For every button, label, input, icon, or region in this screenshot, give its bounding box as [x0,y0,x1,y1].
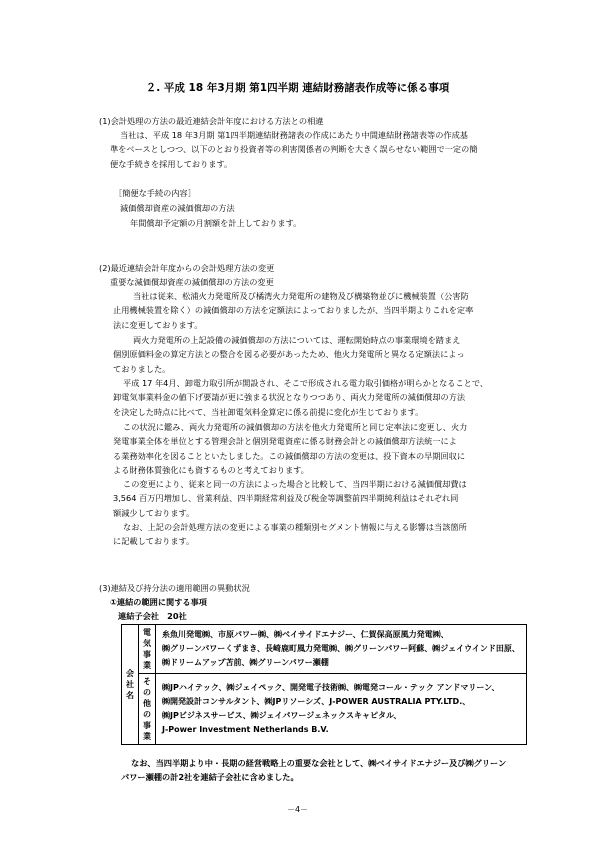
company-line: 糸魚川発電㈱、市原パワー㈱、㈱ベイサイドエナジー、仁賀保高原風力発電㈱、 [162,630,449,639]
section2-subheading: 重要な減価償却資産の減価償却の方法の変更 [110,277,274,287]
section3-subheading: ①連結の範囲に関する事項 [110,597,207,607]
text-line: 止用機械装置を除く）の減価償却の方法を定額法によっておりましたが、当四半期よりこれを定率 [113,305,474,316]
section2-paragraph-5 [113,477,533,520]
label-char: そ [143,677,151,686]
other-business-companies [156,674,527,745]
text-line: 卸電気事業料金の値下げ要請が更に強まる状況となりつつあり、両火力発電所の減価償却の方法 [113,392,466,403]
category-electric-power [139,625,156,674]
company-line: ㈱JPビジネスサービス、㈱ジェイパワージェネックスキャピタル、 [162,711,402,720]
text-line: なお、当四半期より中・長期の経営戦略上の重要な会社として、㈱ベイサイドエナジー及び㈱グリーン [131,758,507,768]
label-char: 名 [126,691,134,700]
section3-note [121,756,541,785]
text-line: 準をベースとしつつ、以下のとおり投資者等の利害関係者の判断を大きく誤らせない範囲で一定の簡 [110,144,478,155]
label-char: 電 [143,628,151,637]
text-line: 両火力発電所の上記設備の減価償却の方法については、運転開始時点の事業環境を踏まえ [133,335,461,345]
subsidiary-count: 連結子会社 20社 [118,611,187,621]
text-line: 個別原価料金の算定方法との整合を図る必要があったため、他火力発電所と異なる定額法によっ [113,349,465,360]
label-char: の [143,688,151,697]
label-char: 事 [143,650,151,659]
category-other-business [139,674,156,745]
section2-paragraph-6 [113,520,533,549]
section3-heading: (3)連結及び持分法の適用範囲の異動状況 [99,583,250,593]
company-line: ㈱開発設計コンサルタント、㈱JPリソーシズ、J-POWER AUSTRALIA PTY.LTD.、 [162,697,471,706]
subsidiary-table [121,624,527,745]
text-line: ておりました。 [113,363,171,374]
text-line: 当社は従来、松浦火力発電所及び橘湾火力発電所の建物及び構築物並びに機械装置（公害防 [133,291,469,301]
text-line: この変更により、従来と同一の方法によった場合と比較して、当四半期における減価償却費は [123,479,467,489]
label-char: 事 [143,721,151,730]
label-char: 気 [143,639,151,648]
text-line: 3,564 百万円増加し、営業利益、四半期経常利益及び税金等調整前四半期純利益はそれぞれ同 [113,493,459,504]
text-line: 平成 17 年4月、卸電力取引所が開設され、そこで形成される電力取引価格が明らかとなることで、 [123,378,489,388]
section1-heading: (1)会計処理の方法の最近連結会計年度における方法との相違 [99,116,324,126]
section2-heading: (2)最近連結会計年度からの会計処理方法の変更 [99,263,275,273]
text-line: 当社は、平成 18 年3月期 第1四半期連結財務諸表の作成にあたり中間連結財務諸表等の作成基 [120,130,468,140]
text-line: 額減少しております。 [113,507,195,518]
text-line: パワー瀬棚の計2社を連結子会社に含めました。 [121,772,299,783]
text-line: を決定した時点に比べて、当社卸電気料金算定に係る前提に変化が生じております。 [113,406,424,417]
electric-power-companies [156,625,527,674]
company-line: J-Power Investment Netherlands B.V. [162,725,329,734]
company-line: ㈱グリーンパワーくずまき、長崎鹿町風力発電㈱、㈱グリーンパワー阿蘇、㈱ジェイウインド田原、 [162,644,520,653]
text-line: に記載しております。 [113,536,195,547]
section2-paragraph-3 [113,376,533,419]
label-char: 業 [143,661,151,670]
section1-paragraph [110,128,530,171]
company-line: ㈱JPハイテック、㈱ジェイペック、開発電子技術㈱、㈱電発コール・テック アンドマリーン、 [162,683,500,692]
section2-paragraph-1 [113,289,533,332]
section2-paragraph-4 [113,420,533,477]
label-char: 社 [126,680,134,689]
text-line: 発電事業全体を単位とする管理会計と個別発電資産に係る財務会計との減価償却方法統一によ [113,436,457,447]
text-line: この状況に鑑み、両火力発電所の減価償却の方法を他火力発電所と同じ定率法に変更し、火力 [123,422,468,432]
page-title: ２. 平成 18 年3月期 第1四半期 連結財務諸表作成等に係る事項 [145,82,450,94]
section2-paragraph-2 [113,333,533,376]
text-line: なお、上記の会計処理方法の変更による事業の種類別セグメント情報に与える影響は当該箇所 [123,522,467,532]
company-line: ㈱ドリームアップ苫前、㈱グリーンパワー瀬棚 [162,658,329,667]
label-char: 会 [126,669,134,678]
simplified-procedure-label: ［簡便な手続の内容］ [114,188,196,198]
label-char: 他 [143,699,151,708]
company-name-label [122,625,139,745]
text-line: 便な手続きを採用しております。 [110,158,233,169]
label-char: 業 [143,732,151,741]
label-char: の [143,710,151,719]
text-line: よる財務体質強化にも資するものと考えております。 [113,464,309,475]
procedure-item: 減価償却資産の減価償却の方法 [120,203,235,213]
procedure-detail: 年間償却予定額の月割額を計上しております。 [130,218,302,228]
text-line: 法に変更しております。 [113,319,203,330]
text-line: る業務効率化を図ることといたしました。この減価償却の方法の変更は、投下資本の早期回収に [113,450,466,461]
page-number: －4－ [286,805,309,814]
